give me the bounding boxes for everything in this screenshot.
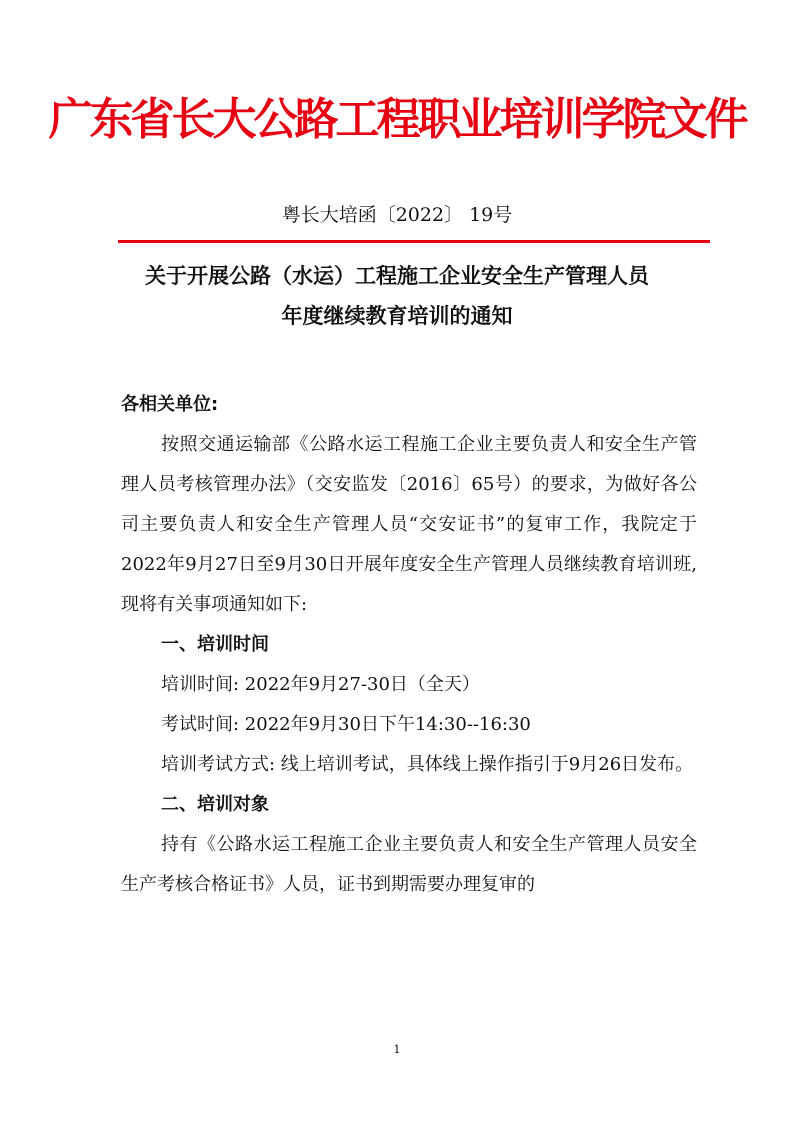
document-body [121,385,697,905]
page-number: 1 [393,1043,401,1056]
section-heading-training-time: 一、培训时间 [161,634,269,655]
paragraph-target: 持有《公路水运工程施工企业主要负责人和安全生产管理人员安全生产考核合格证书》人员，证书到期需要办理复审的 [121,834,697,895]
masthead-title: 广东省长大公路工程职业培训学院文件 [48,94,746,145]
notice-title-line-2: 年度继续教育培训的通知 [281,304,513,328]
notice-title-line-1: 关于开展公路（水运）工程施工企业安全生产管理人员 [145,264,649,288]
red-divider [118,240,710,243]
salutation: 各相关单位: [121,394,219,415]
paragraph-intro: 按照交通运输部《公路水运工程施工企业主要负责人和安全生产管理人员考核管理办法》（交安监发〔2016〕65号）的要求，为做好各公司主要负责人和安全生产管理人员“交安证书”的复审工作，我院定于2022年9月27日至9月30日开展年度安全生产管理人员继续教育培训班,现将有关事项通知如下: [121,434,697,615]
section-heading-training-target: 二、培训对象 [161,794,269,815]
paragraph-exam-time: 考试时间: 2022年9月30日下午14:30--16:30 [161,714,531,735]
paragraph-training-time: 培训时间: 2022年9月27-30日（全天） [161,674,480,695]
paragraph-method: 培训考试方式: 线上培训考试，具体线上操作指引于9月26日发布。 [161,754,694,775]
notice-title [0,256,794,336]
document-number: 粤长大培函〔2022〕 19号 [281,204,513,226]
